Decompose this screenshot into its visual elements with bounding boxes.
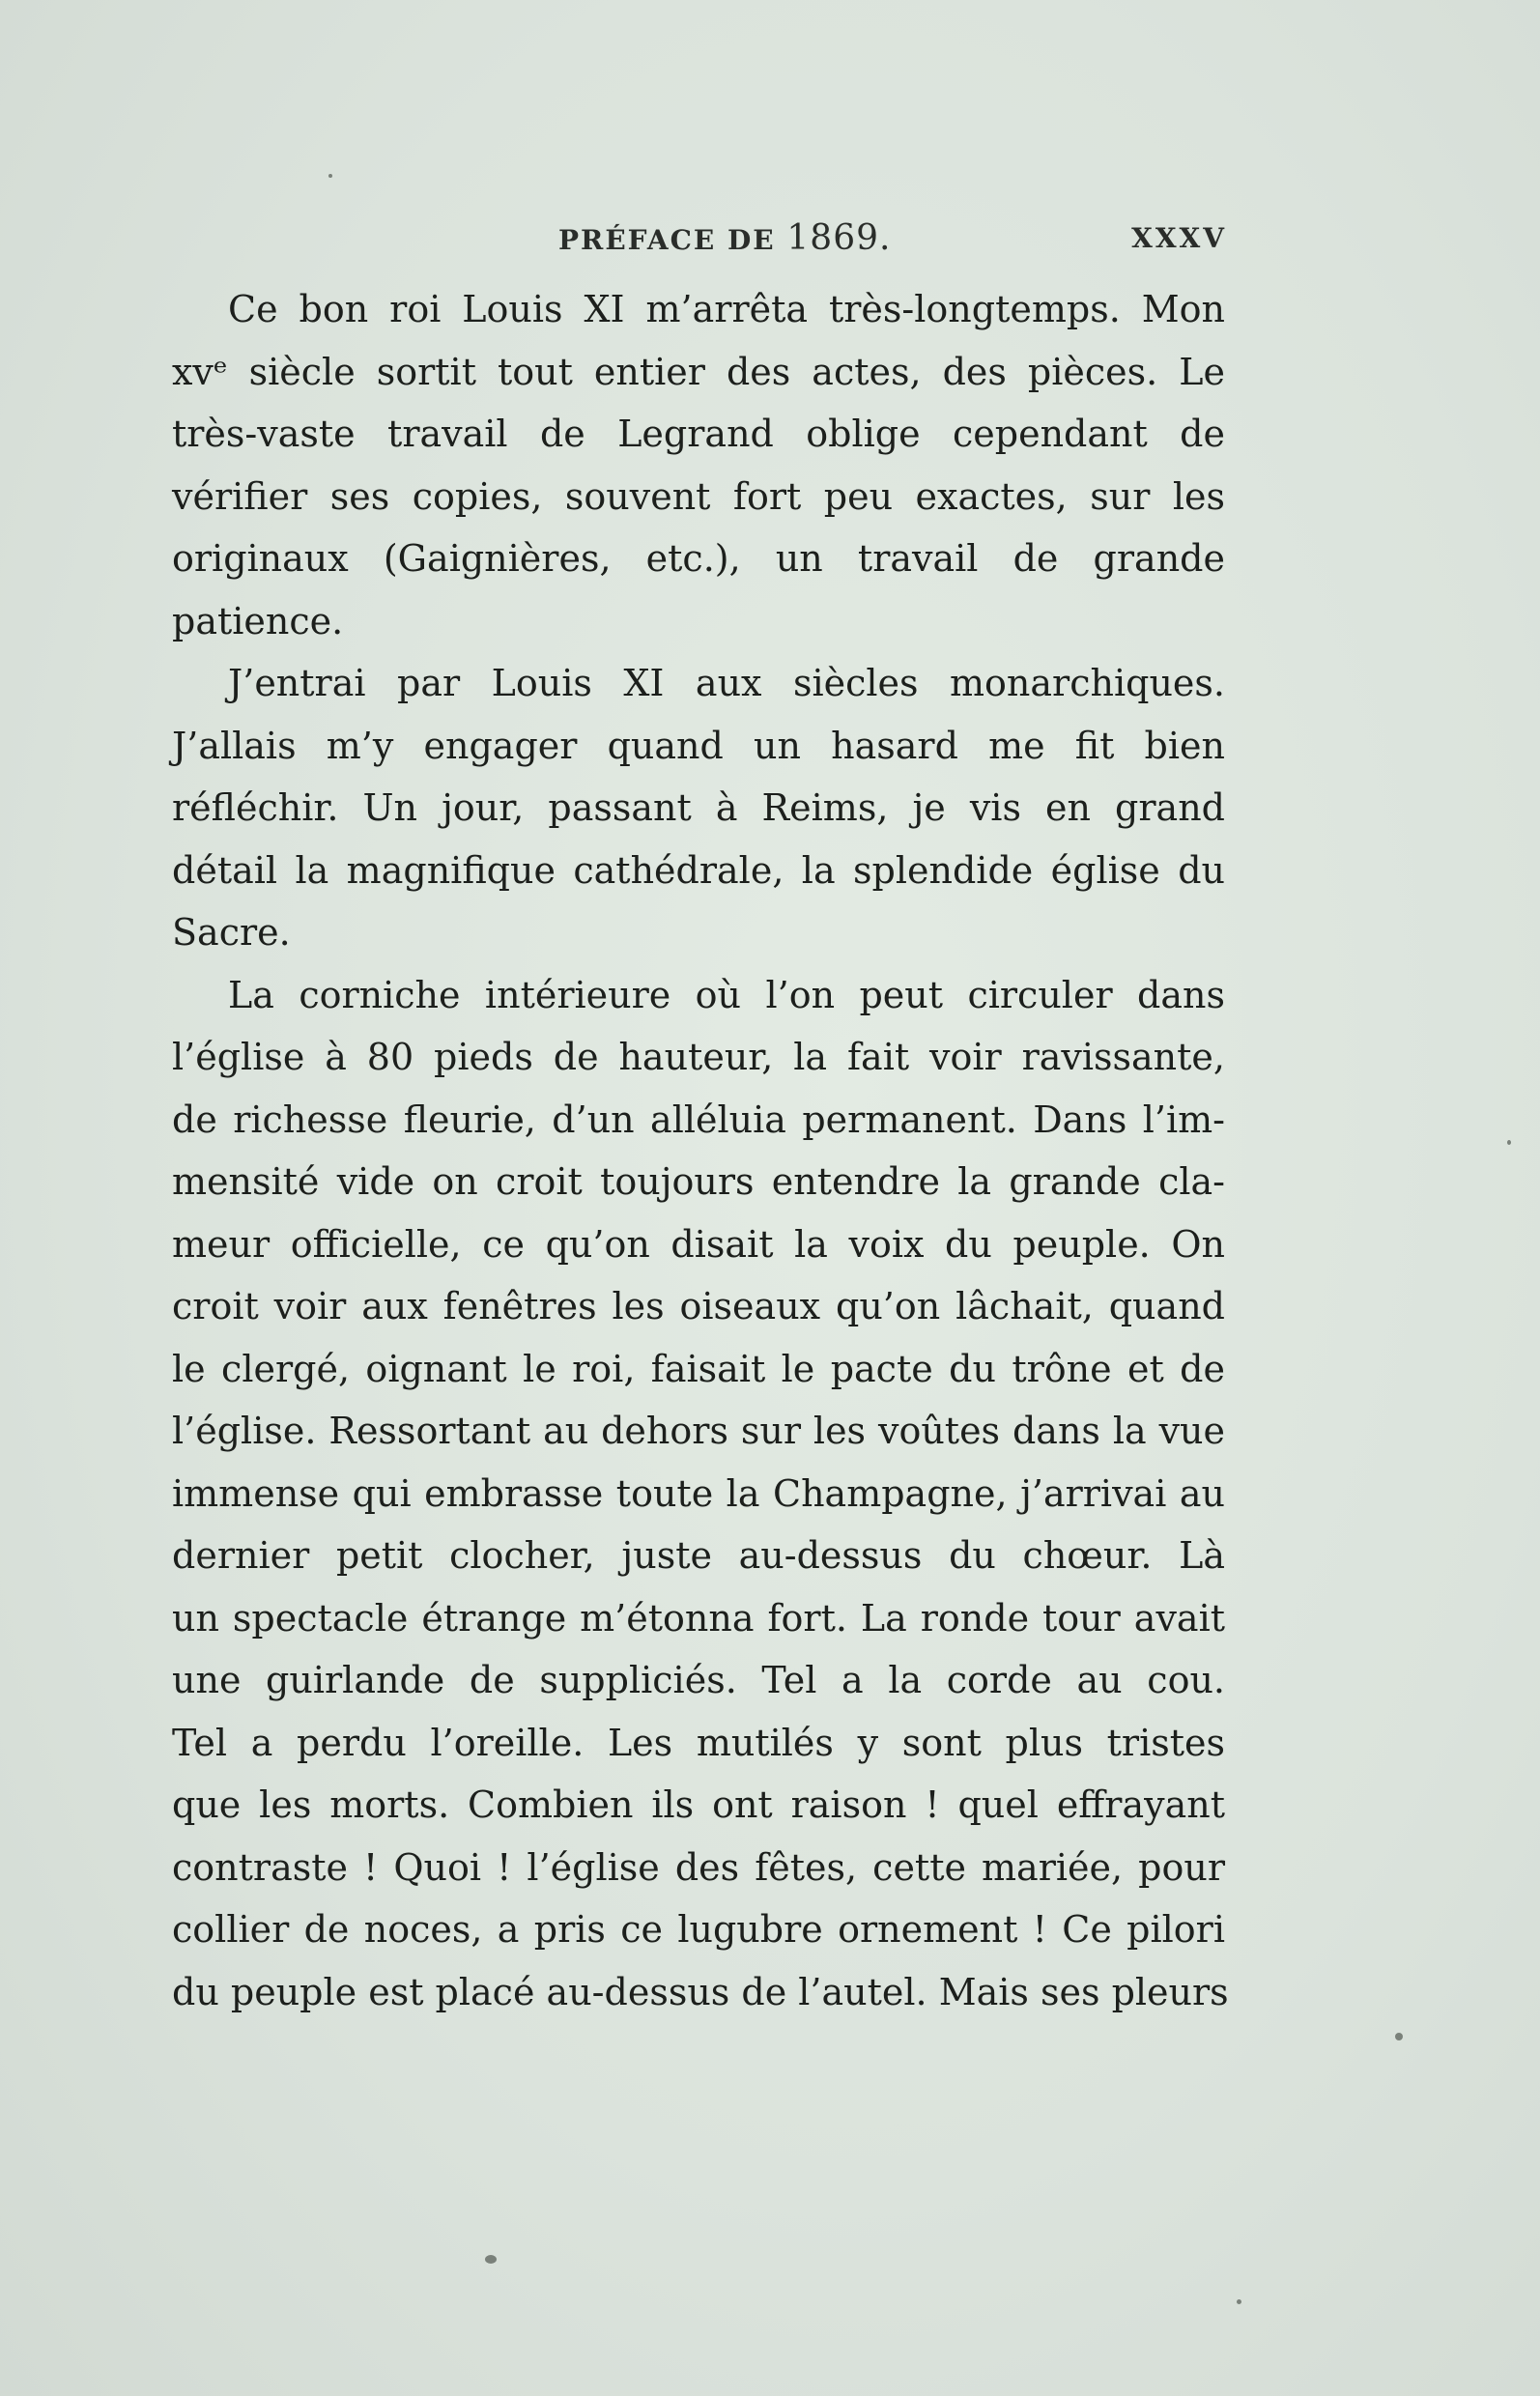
paper-speck — [485, 2255, 497, 2264]
text-line: xvᵉ siècle sortit tout entier des actes, des pièces. Le — [172, 350, 1225, 393]
text-line: patience. — [172, 599, 344, 642]
text-line: meur officielle, ce qu’on disait la voix du peuple. On — [172, 1222, 1225, 1266]
running-head — [174, 218, 1227, 267]
text-line: réfléchir. Un jour, passant à Reims, je vis en grand — [172, 786, 1225, 829]
text-line: de richesse fleurie, d’un alléluia permanent. Dans l’im- — [172, 1098, 1225, 1141]
text-line: contraste ! Quoi ! l’église des fêtes, cette mariée, pour — [172, 1845, 1225, 1889]
text-line: un spectacle étrange m’étonna fort. La ronde tour avait — [172, 1596, 1225, 1640]
text-line: que les morts. Combien ils ont raison ! quel effrayant — [172, 1783, 1225, 1826]
text-line: La corniche intérieure où l’on peut circuler dans — [228, 973, 1225, 1016]
text-line: J’allais m’y engager quand un hasard me fit bien — [172, 724, 1225, 767]
page-number: XXXV — [1131, 222, 1227, 254]
text-line: l’église à 80 pieds de hauteur, la fait voir ravissante, — [172, 1036, 1225, 1078]
text-line: détail la magnifique cathédrale, la splendide église du — [172, 848, 1225, 892]
paper-speck — [1507, 1140, 1511, 1145]
text-line: très-vaste travail de Legrand oblige cependant de — [172, 413, 1225, 455]
paper-speck — [1395, 2033, 1403, 2040]
text-line: immense qui embrasse toute la Champagne, j’arrivai au — [172, 1471, 1225, 1515]
running-head-title — [558, 218, 891, 258]
text-line: croit voir aux fenêtres les oiseaux qu’on lâchait, quand — [172, 1285, 1225, 1327]
text-line: une guirlande de suppliciés. Tel a la corde au cou. — [172, 1659, 1225, 1701]
text-line: mensité vide on croit toujours entendre la grande cla- — [172, 1160, 1225, 1203]
text-line: dernier petit clocher, juste au-dessus du chœur. Là — [172, 1534, 1225, 1577]
paper-speck — [1237, 2299, 1241, 2304]
text-line: collier de noces, a pris ce lugubre ornement ! Ce pilori — [172, 1908, 1225, 1951]
paper-speck — [328, 174, 332, 178]
text-line: originaux (Gaignières, etc.), un travail de grande — [172, 537, 1225, 580]
body-text — [172, 278, 1229, 2023]
running-head-title-text: PRÉFACE DE — [558, 224, 776, 256]
text-line: le clergé, oignant le roi, faisait le pacte du trône et de — [172, 1347, 1225, 1390]
text-line: vérifier ses copies, souvent fort peu exactes, sur les — [172, 474, 1225, 518]
text-line: J’entrai par Louis XI aux siècles monarchiques. — [228, 662, 1225, 704]
text-line: Tel a perdu l’oreille. Les mutilés y sont plus tristes — [172, 1721, 1225, 1764]
running-head-year: 1869. — [786, 218, 892, 258]
text-line: Sacre. — [172, 911, 291, 954]
text-line: l’église. Ressortant au dehors sur les voûtes dans la vue — [172, 1410, 1225, 1452]
text-line: du peuple est placé au-dessus de l’autel. Mais ses pleurs — [172, 1970, 1229, 2013]
text-line: Ce bon roi Louis XI m’arrêta très-longtemps. Mon — [228, 288, 1225, 330]
